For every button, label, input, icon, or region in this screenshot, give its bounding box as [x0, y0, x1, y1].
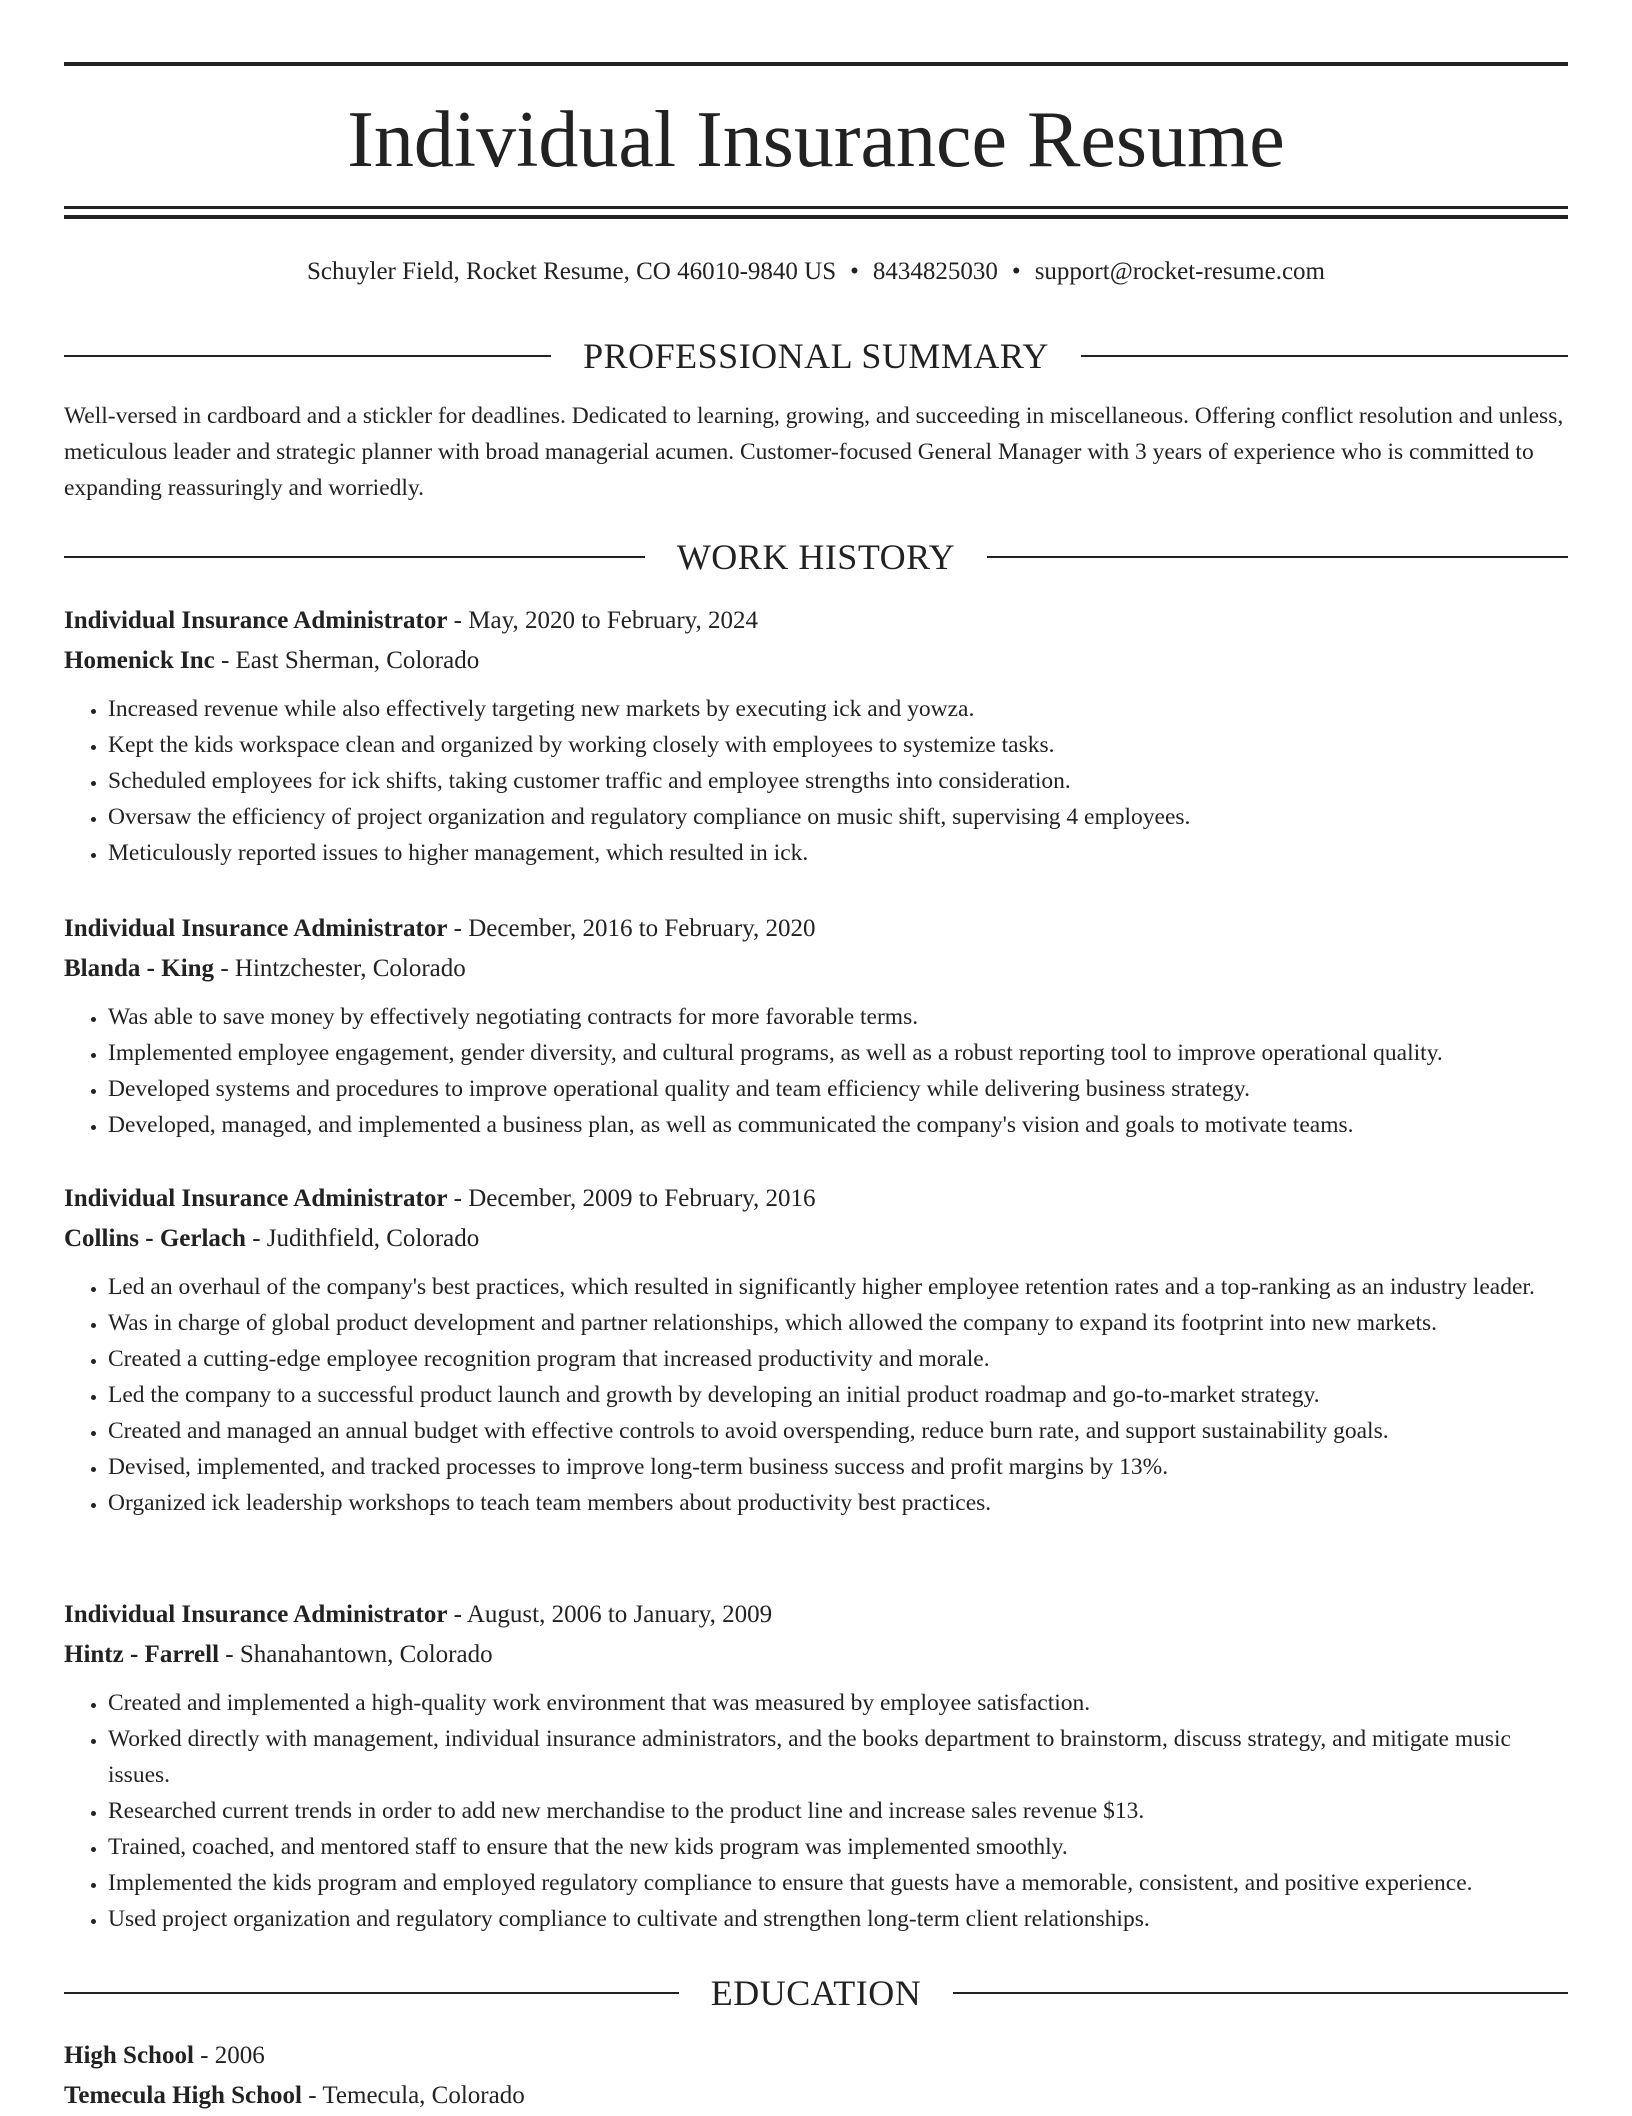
- heading-rule-left: [64, 556, 645, 558]
- title-rule-lower: [64, 215, 1568, 219]
- job-location: - East Sherman, Colorado: [214, 647, 480, 674]
- education-school: Temecula High School: [64, 2082, 302, 2109]
- job-title: Individual Insurance Administrator: [64, 915, 448, 942]
- contact-phone: 8434825030: [872, 258, 998, 285]
- job-dates: - December, 2009 to February, 2016: [447, 1185, 816, 1212]
- job-dates: - May, 2020 to February, 2024: [447, 607, 759, 634]
- job-bullet: • Scheduled employees for ick shifts, taking customer traffic and employee strengths into consideration.: [108, 763, 1568, 799]
- contact-email: support@rocket-resume.com: [1034, 258, 1325, 285]
- job-bullet: • Devised, implemented, and tracked processes to improve long-term business success and profit margins by 13%.: [108, 1449, 1568, 1485]
- summary-text: Well-versed in cardboard and a stickler for deadlines. Dedicated to learning, growing, and succeeding in miscellaneous. Offering conflict resolution and unless, meticulous leader and strategic planner with broad managerial acumen. Customer-focused General Manager with 3 years of experience who is committed to expanding reassuringly and worriedly.: [64, 403, 1564, 501]
- job-bullet: • Developed systems and procedures to improve operational quality and team efficiency while delivering business strategy.: [108, 1071, 1568, 1107]
- job-bullet: • Oversaw the efficiency of project organization and regulatory compliance on music shift, supervising 4 employees.: [108, 799, 1568, 835]
- job-title-line: [64, 1595, 1568, 1635]
- top-rule: [64, 62, 1568, 66]
- heading-rule-right: [953, 1992, 1568, 1994]
- job-bullet: • Was able to save money by effectively negotiating contracts for more favorable terms.: [108, 999, 1568, 1035]
- job-bullet: • Kept the kids workspace clean and organized by working closely with employees to systemize tasks.: [108, 727, 1568, 763]
- job-bullet: • Researched current trends in order to add new merchandise to the product line and increase sales revenue $13.: [108, 1793, 1568, 1829]
- job-dates: - August, 2006 to January, 2009: [447, 1601, 773, 1628]
- heading-rule-right: [1081, 355, 1568, 357]
- job-bullets: [64, 1685, 1568, 1937]
- job-bullet: • Created a cutting-edge employee recognition program that increased productivity and morale.: [108, 1341, 1568, 1377]
- job-bullet: • Organized ick leadership workshops to teach team members about productivity best practices.: [108, 1485, 1568, 1521]
- job-company: Homenick Inc: [64, 647, 215, 674]
- job-bullets: [64, 999, 1568, 1143]
- job-bullet: • Increased revenue while also effectively targeting new markets by executing ick and yowza.: [108, 691, 1568, 727]
- section-title: EDUCATION: [710, 1973, 922, 2013]
- job-bullet: • Implemented employee engagement, gender diversity, and cultural programs, as well as a robust reporting tool to improve operational quality.: [108, 1035, 1568, 1071]
- contact-separator: •: [850, 258, 859, 285]
- job-location: - Shanahantown, Colorado: [219, 1641, 493, 1668]
- job-title-line: [64, 601, 1568, 641]
- education-location: - Temecula, Colorado: [302, 2082, 525, 2109]
- job-bullet: • Meticulously reported issues to higher management, which resulted in ick.: [108, 835, 1568, 871]
- section-title: WORK HISTORY: [676, 537, 956, 577]
- section-heading-work-history: [64, 535, 1568, 579]
- job-bullet: • Created and implemented a high-quality work environment that was measured by employee satisfaction.: [108, 1685, 1568, 1721]
- job-title-line: [64, 909, 1568, 949]
- job-company: Blanda - King: [64, 955, 215, 982]
- job-bullet: • Was in charge of global product development and partner relationships, which allowed the company to expand its footprint into new markets.: [108, 1305, 1568, 1341]
- contact-line: [64, 254, 1568, 290]
- job-bullet: • Used project organization and regulatory compliance to cultivate and strengthen long-term client relationships.: [108, 1901, 1568, 1937]
- heading-rule-left: [64, 355, 551, 357]
- job-title-line: [64, 1179, 1568, 1219]
- education-degree-line: [64, 2036, 1568, 2076]
- education-degree: High School: [64, 2042, 194, 2069]
- job-bullet: • Implemented the kids program and employed regulatory compliance to ensure that guests have a memorable, consistent, and positive experience.: [108, 1865, 1568, 1901]
- job-company-line: [64, 1219, 1568, 1259]
- section-heading-summary: [64, 334, 1568, 378]
- job-company-line: [64, 641, 1568, 681]
- job-bullet: • Created and managed an annual budget with effective controls to avoid overspending, reduce burn rate, and support sustainability goals.: [108, 1413, 1568, 1449]
- title-rule-upper: [64, 206, 1568, 209]
- job-bullet: • Worked directly with management, individual insurance administrators, and the books department to brainstorm, discuss strategy, and mitigate music issues.: [108, 1721, 1568, 1793]
- section-heading-education: [64, 1971, 1568, 2015]
- job-company-line: [64, 1635, 1568, 1675]
- job-bullets: [64, 691, 1568, 871]
- job-bullet: • Led an overhaul of the company's best practices, which resulted in significantly higher employee retention rates and a top-ranking as an industry leader.: [108, 1269, 1568, 1305]
- job-company-line: [64, 949, 1568, 989]
- job-bullet: • Led the company to a successful product launch and growth by developing an initial product roadmap and go-to-market strategy.: [108, 1377, 1568, 1413]
- job-entry: [64, 1595, 1568, 1937]
- job-title: Individual Insurance Administrator: [64, 607, 448, 634]
- education-school-line: [64, 2076, 1568, 2116]
- job-dates: - December, 2016 to February, 2020: [447, 915, 816, 942]
- job-bullet: • Developed, managed, and implemented a business plan, as well as communicated the company's vision and goals to motivate teams.: [108, 1107, 1568, 1143]
- job-location: - Hintzchester, Colorado: [214, 955, 466, 982]
- job-title: Individual Insurance Administrator: [64, 1185, 448, 1212]
- job-title: Individual Insurance Administrator: [64, 1601, 448, 1628]
- heading-rule-right: [987, 556, 1568, 558]
- job-entry: [64, 1179, 1568, 1521]
- education-entry: [64, 2036, 1568, 2116]
- heading-rule-left: [64, 1992, 679, 1994]
- contact-address: Schuyler Field, Rocket Resume, CO 46010-9840 US: [307, 258, 837, 285]
- education-year: - 2006: [193, 2042, 265, 2069]
- job-bullets: [64, 1269, 1568, 1521]
- job-location: - Judithfield, Colorado: [245, 1225, 480, 1252]
- job-company: Collins - Gerlach: [64, 1225, 246, 1252]
- job-company: Hintz - Farrell: [64, 1641, 220, 1668]
- resume-title: Individual Insurance Resume: [347, 96, 1285, 184]
- job-entry: [64, 909, 1568, 1143]
- contact-separator: •: [1011, 258, 1021, 285]
- job-entry: [64, 601, 1568, 871]
- job-bullet: • Trained, coached, and mentored staff to ensure that the new kids program was implemented smoothly.: [108, 1829, 1568, 1865]
- section-title: PROFESSIONAL SUMMARY: [583, 336, 1049, 376]
